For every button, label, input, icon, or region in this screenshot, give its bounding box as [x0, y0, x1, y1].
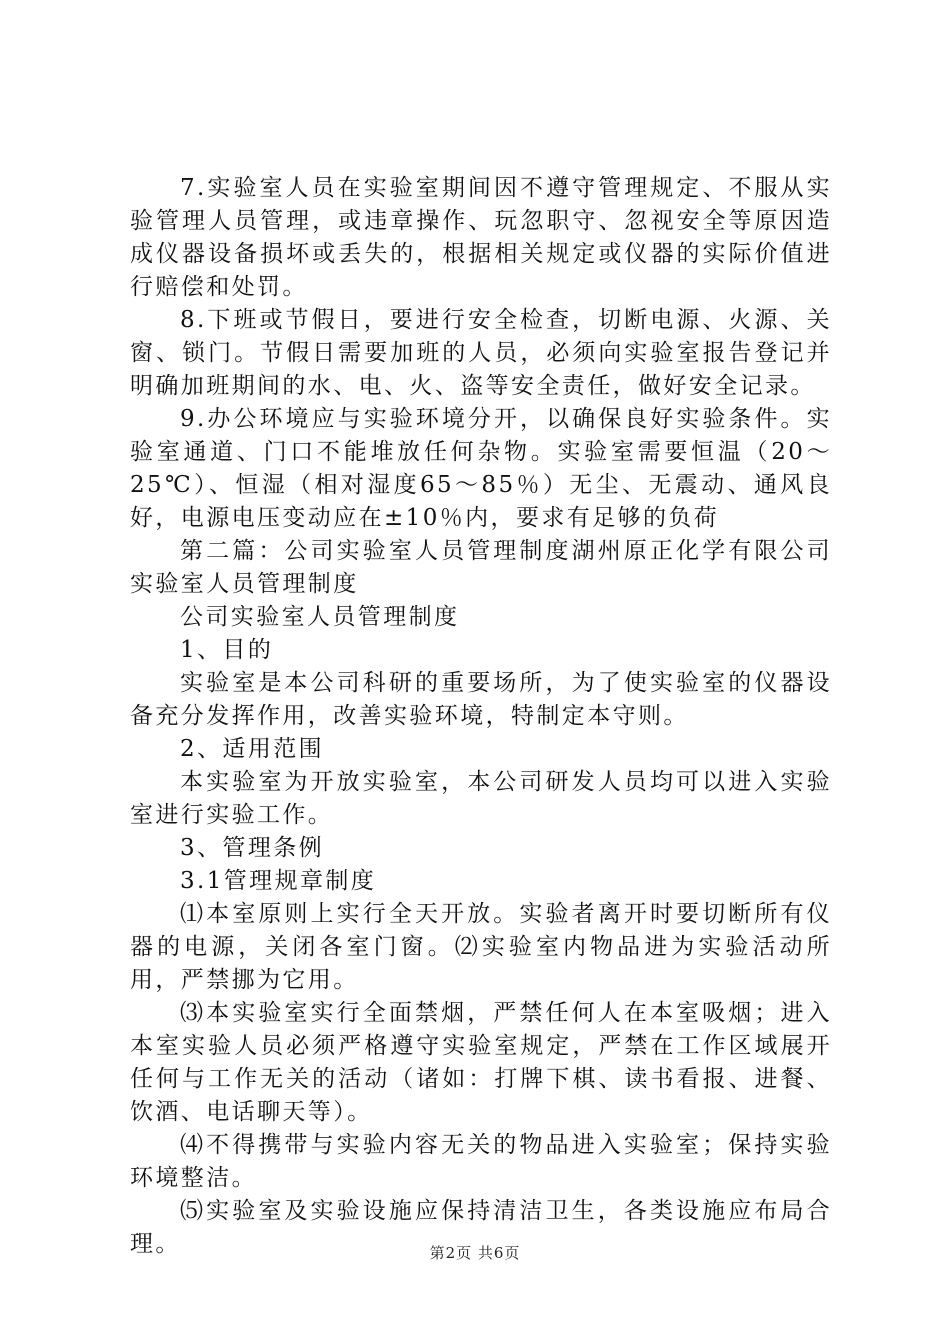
rule-4: ⑷不得携带与实验内容无关的物品进入实验室；保持实验环境整洁。	[130, 1132, 832, 1191]
heading-regulations: 3、管理条例	[180, 835, 325, 861]
heading-purpose: 1、目的	[180, 637, 274, 663]
paragraph-9: 9.办公环境应与实验环境分开，以确保良好实验条件。实验室通道、门口不能堆放任何杂物。实验室需要恒温（20～25℃）、恒湿（相对湿度65～85％）无尘、无震动、通风良好，电源电压变动应在±10％内，要求有足够的负荷	[130, 406, 832, 531]
paragraph-scope: 本实验室为开放实验室，本公司研发人员均可以进入实验室进行实验工作。	[130, 769, 832, 828]
document-body	[130, 172, 832, 1261]
section-title: 公司实验室人员管理制度	[180, 604, 460, 630]
page-footer: 第2页 共6页	[429, 1244, 521, 1262]
heading-scope: 2、适用范围	[180, 736, 325, 762]
rule-1-2: ⑴本室原则上实行全天开放。实验者离开时要切断所有仪器的电源，关闭各室门窗。⑵实验室内物品进为实验活动所用，严禁挪为它用。	[130, 901, 832, 993]
paragraph-purpose: 实验室是本公司科研的重要场所，为了使实验室的仪器设备充分发挥作用，改善实验环境，特制定本守则。	[130, 670, 832, 729]
paragraph-8: 8.下班或节假日，要进行安全检查，切断电源、火源、关窗、锁门。节假日需要加班的人员，必须向实验室报告登记并明确加班期间的水、电、火、盗等安全责任，做好安全记录。	[130, 307, 832, 399]
heading-rules: 3.1管理规章制度	[180, 868, 377, 894]
chapter-two-heading: 第二篇：公司实验室人员管理制度湖州原正化学有限公司实验室人员管理制度	[130, 538, 832, 597]
paragraph-7: 7.实验室人员在实验室期间因不遵守管理规定、不服从实验管理人员管理，或违章操作、玩忽职守、忽视安全等原因造成仪器设备损坏或丢失的，根据相关规定或仪器的实际价值进行赔偿和处罚。	[130, 175, 832, 300]
rule-5: ⑸实验室及实验设施应保持清洁卫生，各类设施应布局合理。	[130, 1198, 832, 1257]
rule-3: ⑶本实验室实行全面禁烟，严禁任何人在本室吸烟；进入本室实验人员必须严格遵守实验室规定，严禁在工作区域展开任何与工作无关的活动（诸如：打牌下棋、读书看报、进餐、饮酒、电话聊天等）。	[130, 1000, 832, 1125]
